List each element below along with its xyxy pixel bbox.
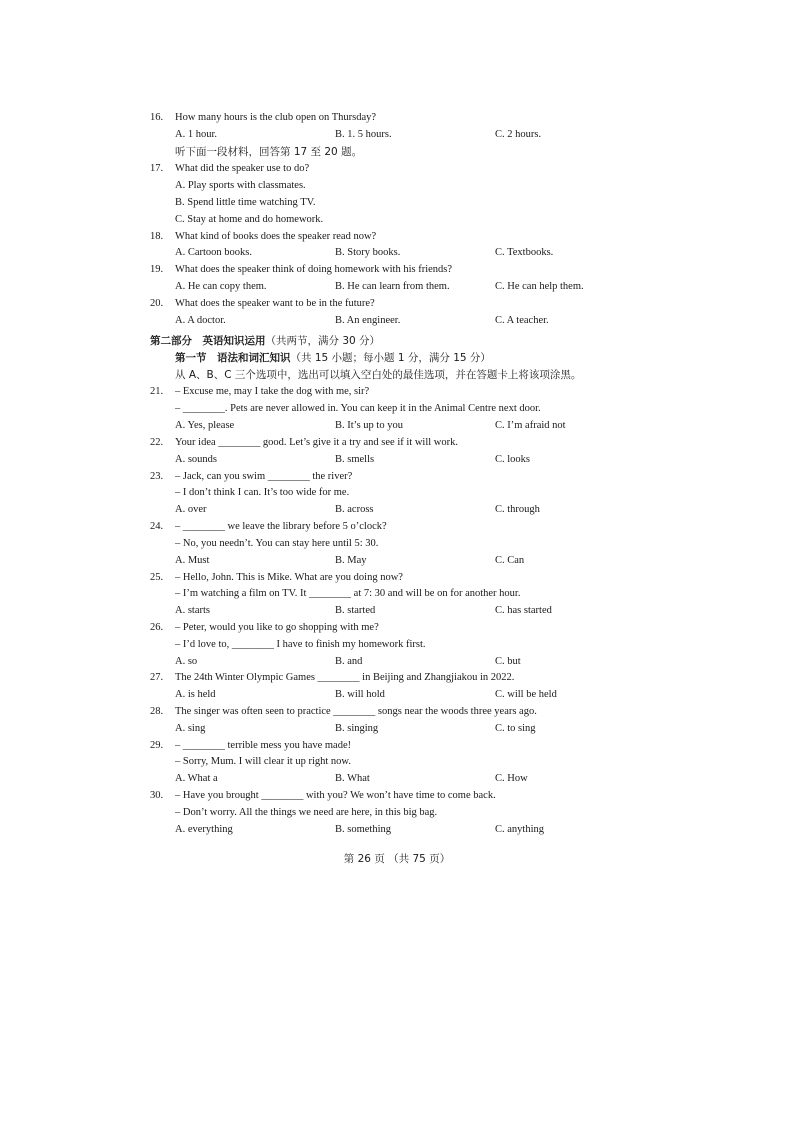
option-a: A. He can copy them. [175,281,267,292]
option-a: A. so [175,656,198,667]
question-text: The singer was often seen to practice ________ songs near the woods three years ago. [175,706,537,717]
option-c: C. Stay at home and do homework. [175,214,324,225]
option-b: B. 1. 5 hours. [335,129,392,140]
question-text: – ________. Pets are never allowed in. You can keep it in the Animal Centre next door. [175,403,541,414]
section1-title: 第一节 语法和词汇知识 [175,352,291,364]
question-number: 19. [150,264,164,275]
option-a: A. everything [175,824,233,835]
option-a: A. sounds [175,454,218,465]
question-number: 16. [150,112,164,123]
option-a: A. Play sports with classmates. [175,180,306,191]
listening-instruction: 听下面一段材料，回答第 17 至 20 题。 [175,146,363,158]
section1-heading [175,351,491,365]
question-number: 28. [150,706,164,717]
question-number: 22. [150,437,164,448]
question-text: What kind of books does the speaker read now? [175,231,377,242]
option-c: C. I’m afraid not [495,420,566,431]
question-text: What does the speaker think of doing homework with his friends? [175,264,453,275]
question-number: 25. [150,572,164,583]
question-text: – Have you brought ________ with you? We won’t have time to come back. [175,790,496,801]
option-c: C. How [495,773,528,784]
question-number: 24. [150,521,164,532]
question-text: – ________ we leave the library before 5 o’clock? [175,521,387,532]
question-text: – Peter, would you like to go shopping with me? [175,622,379,633]
option-a: A. What a [175,773,218,784]
section1-instruction: 从 A、B、C 三个选项中，选出可以填入空白处的最佳选项，并在答题卡上将该项涂黑。 [175,369,582,381]
option-b: B. What [335,773,370,784]
question-text: – Sorry, Mum. I will clear it up right now. [175,756,351,767]
question-number: 30. [150,790,164,801]
option-b: B. It’s up to you [335,420,403,431]
question-number: 17. [150,163,164,174]
option-c: C. He can help them. [495,281,584,292]
option-b: B. Spend little time watching TV. [175,197,316,208]
option-a: A. Yes, please [175,420,235,431]
option-c: C. looks [495,454,531,465]
option-a: A. starts [175,605,210,616]
option-a: A. sing [175,723,206,734]
question-number: 20. [150,298,164,309]
option-c: C. to sing [495,723,536,734]
question-text: – ________ terrible mess you have made! [175,740,352,751]
question-text: What did the speaker use to do? [175,163,310,174]
question-text: – Don’t worry. All the things we need are here, in this big bag. [175,807,438,818]
question-text: What does the speaker want to be in the future? [175,298,375,309]
option-c: C. but [495,656,521,667]
option-b: B. smells [335,454,375,465]
question-text: – Hello, John. This is Mike. What are you doing now? [175,572,403,583]
option-b: B. Story books. [335,247,401,258]
option-b: B. will hold [335,689,385,700]
question-text: How many hours is the club open on Thursday? [175,112,377,123]
option-b: B. started [335,605,376,616]
part2-heading [150,334,380,348]
option-b: B. and [335,656,363,667]
option-b: B. An engineer. [335,315,401,326]
page-footer: 第 26 页 （共 75 页） [343,853,451,865]
part2-note: （共两节，满分 30 分） [265,335,381,347]
question-number: 18. [150,231,164,242]
part2-title: 第二部分 英语知识运用 [150,335,266,347]
option-c: C. A teacher. [495,315,549,326]
question-text: Your idea ________ good. Let’s give it a try and see if it will work. [175,437,458,448]
option-b: B. something [335,824,392,835]
option-c: C. has started [495,605,552,616]
option-a: A. A doctor. [175,315,226,326]
option-b: B. singing [335,723,379,734]
option-c: C. anything [495,824,544,835]
option-c: C. Can [495,555,525,566]
option-c: C. 2 hours. [495,129,542,140]
question-number: 27. [150,672,164,683]
option-b: B. He can learn from them. [335,281,450,292]
question-text: – No, you needn’t. You can stay here until 5: 30. [175,538,379,549]
option-c: C. will be held [495,689,557,700]
option-a: A. over [175,504,207,515]
option-a: A. 1 hour. [175,129,217,140]
option-a: A. Must [175,555,210,566]
question-text: – Jack, can you swim ________ the river? [175,471,353,482]
option-b: B. across [335,504,374,515]
option-c: C. Textbooks. [495,247,554,258]
section1-note: （共 15 小题；每小题 1 分，满分 15 分） [290,352,491,364]
question-number: 21. [150,386,164,397]
question-text: – I’d love to, ________ I have to finish my homework first. [175,639,426,650]
question-number: 26. [150,622,164,633]
question-text: – I’m watching a film on TV. It ________ at 7: 30 and will be on for another hour. [175,588,521,599]
question-text: – I don’t think I can. It’s too wide for me. [175,487,350,498]
option-a: A. Cartoon books. [175,247,252,258]
option-b: B. May [335,555,367,566]
option-a: A. is held [175,689,216,700]
question-number: 29. [150,740,164,751]
option-c: C. through [495,504,540,515]
question-text: – Excuse me, may I take the dog with me, sir? [175,386,370,397]
question-text: The 24th Winter Olympic Games ________ in Beijing and Zhangjiakou in 2022. [175,672,515,683]
question-number: 23. [150,471,164,482]
